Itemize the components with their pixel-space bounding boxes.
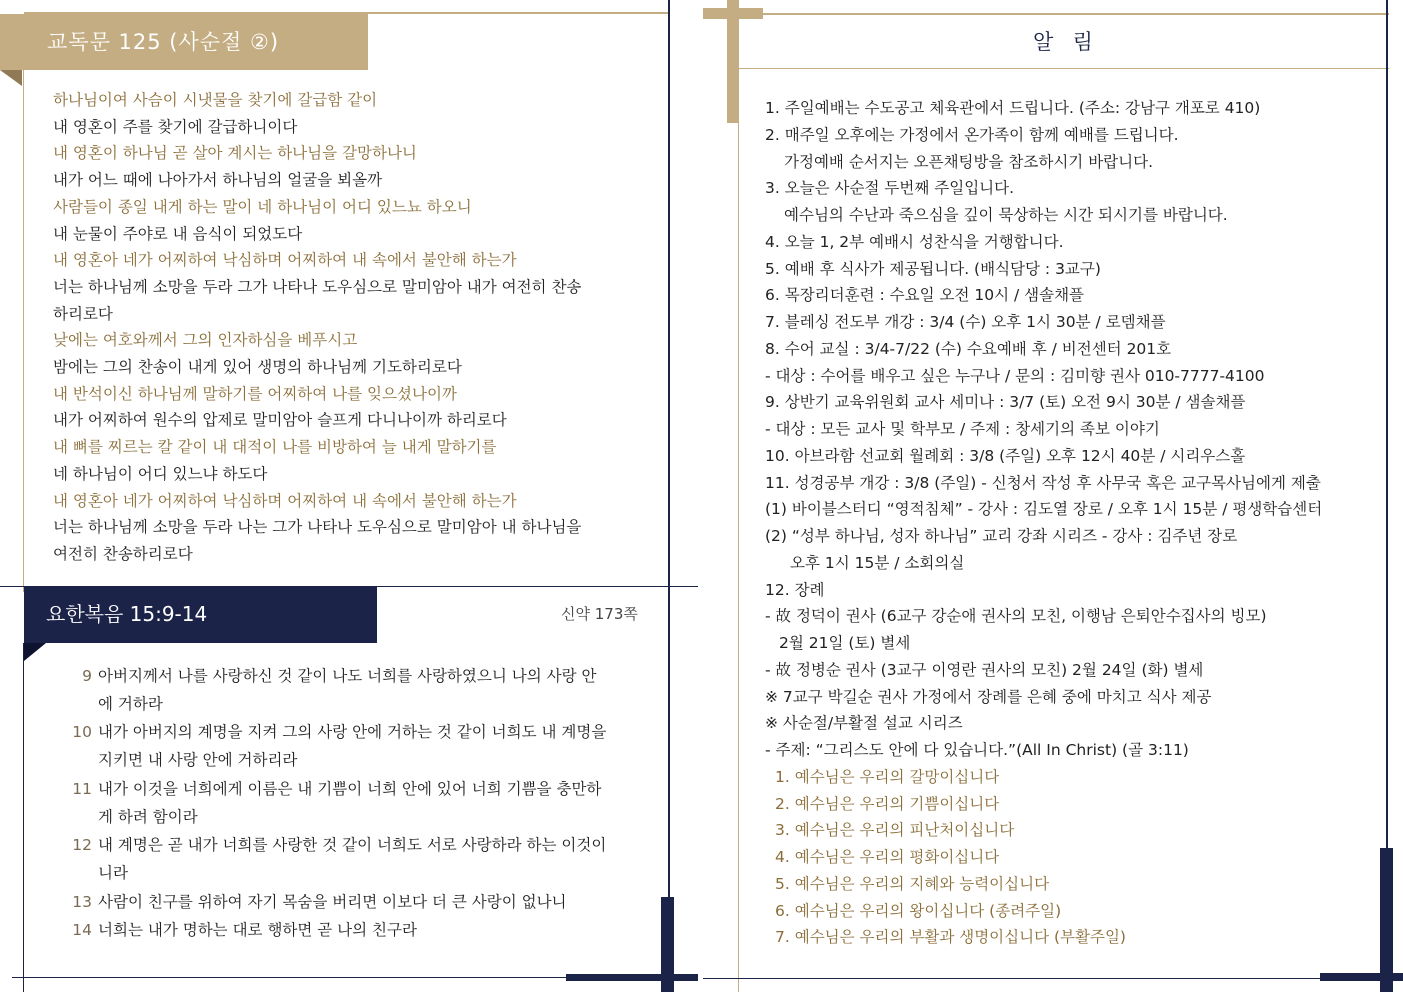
verse-item — [70, 775, 650, 831]
verse-text-line: 너희는 내가 명하는 대로 행하면 곧 나의 친구라 — [98, 920, 417, 939]
verse-text-line: 아버지께서 나를 사랑하신 것 같이 나도 너희를 사랑하였으니 나의 사랑 안 — [98, 667, 597, 685]
verse-text-line: 내 계명은 곧 내가 너희를 사랑한 것 같이 너희도 서로 사랑하라 하는 이것이 — [98, 836, 607, 855]
notice-line: 2월 21일 (토) 별세 — [779, 634, 911, 652]
right-bottom-post — [1380, 848, 1393, 992]
notice-line: (2) “성부 하나님, 성자 하나님” 교리 강좌 시리즈 - 강사 : 김주년 장로 — [765, 527, 1238, 545]
verse-number: 9 — [82, 667, 92, 685]
notice-line: 10. 아브라함 선교회 월례회 : 3/8 (주일) 오후 12시 40분 / 시리우스홀 — [765, 446, 1246, 465]
psalm-line: 너는 하나님께 소망을 두라 그가 나타나 도우심으로 말미암아 내가 여전히 찬송 — [53, 277, 582, 296]
notice-line: - 故 정병순 권사 (3교구 이영란 권사의 모친) 2월 24일 (화) 별세 — [765, 660, 1204, 679]
psalm-line: 밤에는 그의 찬송이 내게 있어 생명의 하나님께 기도하리로다 — [53, 358, 462, 377]
notice-line: 4. 오늘 1, 2부 예배시 성찬식을 거행합니다. — [765, 232, 1064, 251]
notice-line: ※ 사순절/부활절 설교 시리즈 — [765, 714, 963, 733]
verse-item — [70, 888, 650, 916]
psalm-reading — [53, 87, 653, 568]
verse-number: 12 — [72, 836, 92, 855]
verse-text-line: 사람이 친구를 위하여 자기 목숨을 버리면 이보다 더 큰 사랑이 없나니 — [98, 892, 567, 911]
notice-line: - 주제: “그리스도 안에 다 있습니다.”(All In Christ) (골 3:11) — [765, 741, 1189, 759]
notice-line: 2. 매주일 오후에는 가정에서 온가족이 함께 예배를 드립니다. — [765, 125, 1179, 144]
verse-item — [70, 916, 650, 944]
notice-line: 7. 예수님은 우리의 부활과 생명이십니다 (부활주일) — [775, 928, 1126, 947]
verse-text-line: 니라 — [98, 864, 128, 883]
notice-line: 5. 예배 후 식사가 제공됩니다. (배식담당 : 3교구) — [765, 259, 1101, 278]
john-verses — [70, 662, 650, 952]
left-frame-right-rule — [668, 0, 670, 992]
notices-list — [765, 95, 1365, 951]
john-tab-fold — [24, 643, 46, 661]
notices-title: 알 림 — [1033, 30, 1095, 54]
psalm-line: 내 뼈를 찌르는 칼 같이 내 대적이 나를 비방하여 늘 내게 말하기를 — [53, 438, 497, 457]
notice-line: 12. 장례 — [765, 580, 825, 599]
verse-number: 11 — [72, 779, 92, 798]
verse-text-line: 게 하려 함이라 — [98, 807, 198, 826]
notice-line: 1. 주일예배는 수도공고 체육관에서 드립니다. (주소: 강남구 개포로 410) — [765, 99, 1261, 117]
verse-number: 14 — [72, 920, 92, 939]
right-bottom-rule — [703, 978, 1403, 979]
notice-line: 6. 목장리더훈련 : 수요일 오전 10시 / 샘솔채플 — [765, 286, 1085, 305]
left-lower-left-rule — [23, 643, 24, 992]
psalm-line: 내가 어찌하여 원수의 압제로 말미암아 슬프게 다니나이까 하리로다 — [53, 411, 507, 430]
john-title: 요한복음 15:9-14 — [24, 587, 377, 643]
right-frame-right-rule — [1386, 0, 1388, 848]
psalm-line: 내 영혼이 주를 찾기에 갈급하니이다 — [53, 117, 298, 136]
notice-line: - 故 정덕이 권사 (6교구 강순애 권사의 모친, 이행남 은퇴안수집사의 빙모) — [765, 607, 1267, 626]
notice-line: - 대상 : 모든 교사 및 학부모 / 주제 : 창세기의 족보 이야기 — [765, 420, 1160, 438]
psalm-title: 교독문 125 (사순절 ②) — [0, 14, 368, 70]
psalm-line: 내 영혼이 하나님 곧 살아 계시는 하나님을 갈망하나니 — [53, 144, 417, 163]
notice-line: 7. 블레싱 전도부 개강 : 3/4 (수) 오후 1시 30분 / 로뎀채플 — [765, 313, 1166, 331]
psalm-line: 내 눈물이 주야로 내 음식이 되었도다 — [53, 224, 303, 243]
notice-line: 8. 수어 교실 : 3/4-7/22 (수) 수요예배 후 / 비전센터 201호 — [765, 339, 1172, 358]
notice-line: 6. 예수님은 우리의 왕이십니다 (종려주일) — [775, 901, 1062, 920]
verse-number: 13 — [72, 892, 92, 911]
psalm-line: 네 하나님이 어디 있느냐 하도다 — [53, 464, 268, 483]
psalm-line: 내 영혼아 네가 어찌하여 낙심하며 어찌하여 내 속에서 불안해 하는가 — [53, 491, 517, 510]
psalm-line: 내가 어느 때에 나아가서 하나님의 얼굴을 뵈올까 — [53, 171, 383, 190]
psalm-line: 하나님이여 사슴이 시냇물을 찾기에 갈급함 같이 — [53, 91, 378, 109]
right-bottom-bar — [1320, 973, 1403, 981]
notice-line: 가정예배 순서지는 오픈채팅방을 참조하시기 바랍니다. — [784, 152, 1154, 171]
psalm-line: 하리로다 — [53, 304, 113, 323]
notice-line: 1. 예수님은 우리의 갈망이십니다 — [775, 767, 1000, 786]
psalm-line: 여전히 찬송하리로다 — [53, 544, 193, 563]
left-bottom-post — [661, 897, 674, 992]
verse-text-line: 내가 이것을 너희에게 이름은 내 기쁨이 너희 안에 있어 너희 기쁨을 충만하 — [98, 779, 602, 798]
notice-line: 4. 예수님은 우리의 평화이십니다 — [775, 848, 1000, 866]
psalm-tab-fold — [0, 70, 22, 86]
john-page-ref: 신약 173쪽 — [561, 605, 638, 623]
left-frame-left-rule — [23, 14, 24, 592]
notice-line: 3. 예수님은 우리의 피난처이십니다 — [775, 821, 1015, 840]
psalm-line: 사람들이 종일 내게 하는 말이 네 하나님이 어디 있느뇨 하오니 — [53, 197, 472, 216]
notice-line: 오후 1시 15분 / 소회의실 — [790, 553, 965, 572]
verse-item — [70, 718, 650, 774]
notice-line: 5. 예수님은 우리의 지혜와 능력이십니다 — [775, 874, 1050, 893]
left-bottom-bar — [566, 974, 698, 981]
notice-line: 2. 예수님은 우리의 기쁨이십니다 — [775, 794, 1000, 813]
verse-text-line: 내가 아버지의 계명을 지켜 그의 사랑 안에 거하는 것 같이 너희도 내 계명을 — [98, 723, 607, 742]
notice-line: 3. 오늘은 사순절 두번째 주일입니다. — [765, 179, 1015, 198]
verse-text-line: 지키면 내 사랑 안에 거하리라 — [98, 751, 298, 770]
notice-line: 11. 성경공부 개강 : 3/8 (주일) - 신청서 작성 후 사무국 혹은 교구목사님에게 제출 — [765, 473, 1321, 492]
psalm-line: 낮에는 여호와께서 그의 인자하심을 베푸시고 — [53, 331, 358, 350]
right-title-underline — [739, 68, 1389, 69]
notice-line: - 대상 : 수어를 배우고 싶은 누구나 / 문의 : 김미향 권사 010-7777-4100 — [765, 366, 1265, 385]
verse-item — [70, 662, 650, 718]
verse-number: 10 — [72, 723, 92, 742]
psalm-line: 내 영혼아 네가 어찌하여 낙심하며 어찌하여 내 속에서 불안해 하는가 — [53, 251, 517, 270]
notice-line: 9. 상반기 교육위원회 교사 세미나 : 3/7 (토) 오전 9시 30분 / 샘솔채플 — [765, 393, 1246, 412]
right-top-rule — [739, 13, 1389, 15]
psalm-line: 내 반석이신 하나님께 말하기를 어찌하여 나를 잊으셨나이까 — [53, 384, 457, 403]
notice-line: 예수님의 수난과 죽으심을 깊이 묵상하는 시간 되시기를 바랍니다. — [784, 206, 1228, 224]
right-frame-left-rule — [738, 123, 739, 992]
notice-line: (1) 바이블스터디 “영적침체” - 강사 : 김도열 장로 / 오후 1시 15분 / 평생학습센터 — [765, 500, 1323, 519]
verse-item — [70, 831, 650, 887]
notice-line: ※ 7교구 박길순 권사 가정에서 장례를 은혜 중에 마치고 식사 제공 — [765, 687, 1212, 706]
verse-text-line: 에 거하라 — [98, 695, 163, 713]
psalm-line: 너는 하나님께 소망을 두라 나는 그가 나타나 도우심으로 말미암아 내 하나님을 — [53, 518, 582, 537]
